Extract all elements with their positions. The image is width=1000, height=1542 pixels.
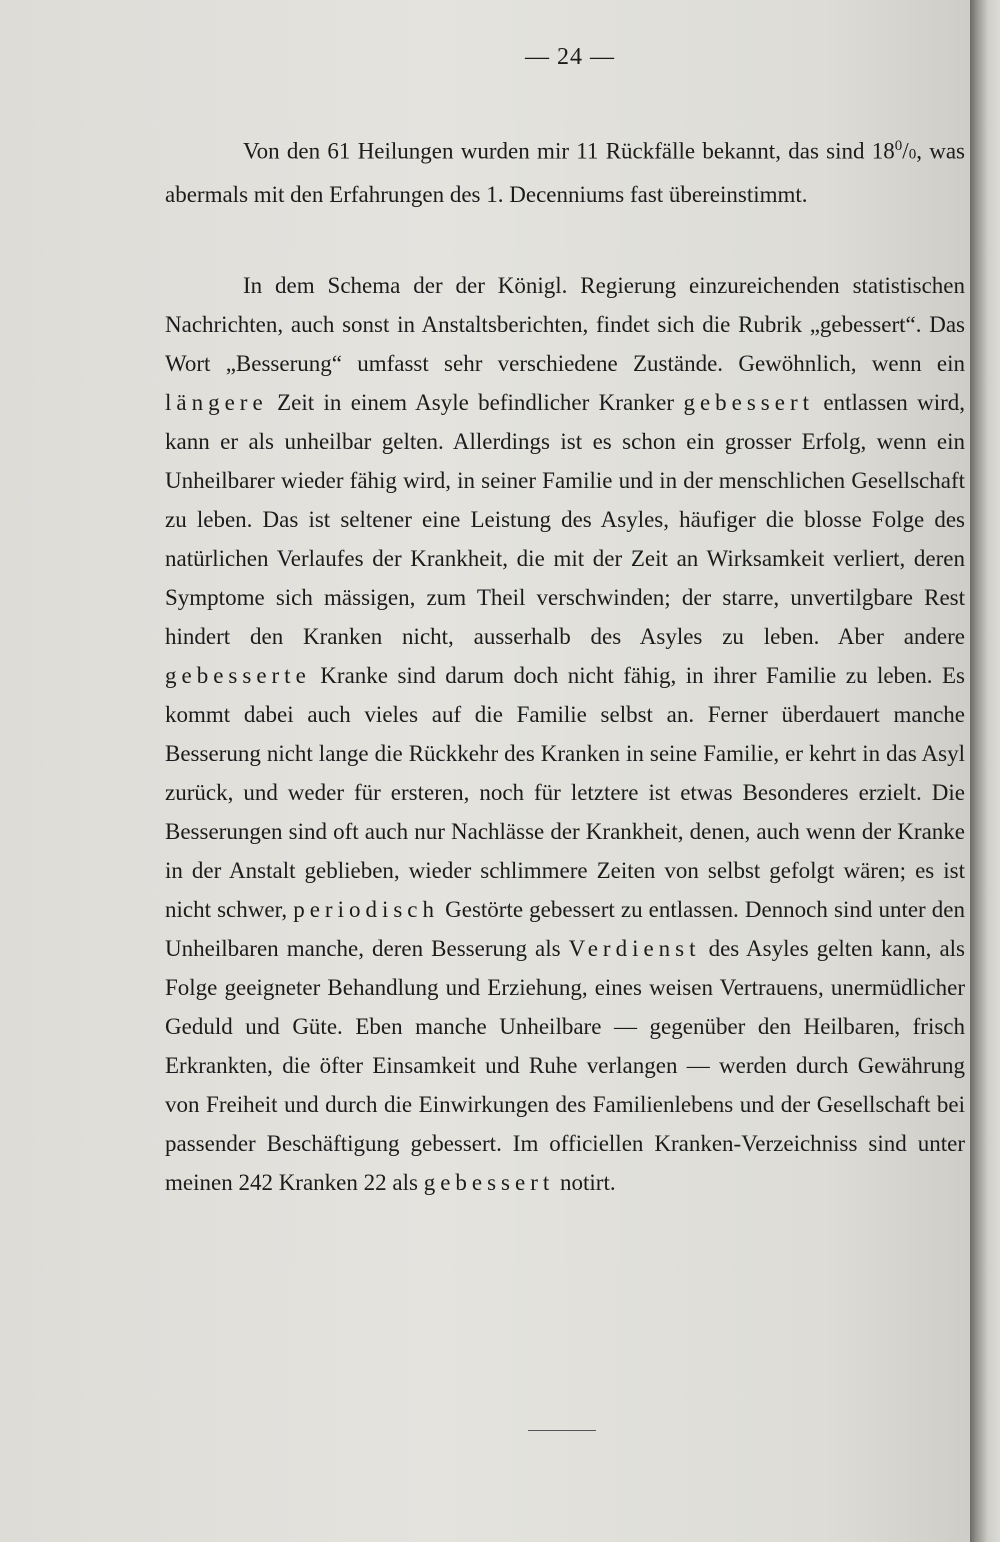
paragraph-improvement — [165, 266, 965, 1202]
emphasized-word: gebesserte — [165, 663, 311, 688]
book-gutter-shadow — [970, 0, 1000, 1542]
emphasized-word: gebessert — [423, 1170, 555, 1195]
paragraph-text: Von den 61 Heilungen wurden mir 11 Rückfälle bekannt, das sind 18 — [243, 138, 895, 164]
emphasized-word: periodisch — [293, 897, 440, 922]
paragraph-text: , was abermals mit den Erfahrungen des 1. Decenniums fast übereinstimmt. — [165, 138, 965, 207]
emphasized-word: gebessert — [683, 390, 815, 415]
paragraph-text: notirt. — [560, 1170, 616, 1195]
paragraph-text: Kranke sind darum doch nicht fähig, in ihrer Familie zu leben. Es kommt dabei auch vieles auf die Familie selbst an. Ferner überdauert manche Besserung nicht lange die Rückkehr des Kranken in seine Familie, er kehrt in das Asyl zurück, und weder für ersteren, noch für letztere ist etwas Besonderes erzielt. Die Besserungen sind oft auch nur Nachlässe der Krankheit, denen, auch wenn der Kranke in der Anstalt geblieben, wieder schlimmere Zeiten von selbst gefolgt wären; es ist nicht schwer, — [165, 663, 965, 922]
paragraph-text: entlassen wird, kann er als unheilbar gelten. Allerdings ist es schon ein grosser Erfolg, wenn ein Unheilbarer wieder fähig wird, in seiner Familie und in der menschlichen Gesellschaft zu leben. Das ist seltener eine Leistung des Asyles, häufiger die blosse Folge des natürlichen Verlaufes der Krankheit, die mit der Zeit an Wirksamkeit verliert, deren Symptome sich mässigen, zum Theil verschwinden; der starre, unvertilgbare Rest hindert den Kranken nicht, ausserhalb des Asyles zu leben. Aber andere — [165, 390, 966, 649]
percent-sup: 0 — [894, 138, 903, 154]
paragraph-text: In dem Schema der der Königl. Regierung einzureichenden statistischen Nachrichten, auch sonst in Anstaltsberichten, findet sich die Rubrik „gebessert“. Das Wort „Besserung“ umfasst sehr verschiedene Zustände. Gewöhnlich, wenn ein — [165, 273, 965, 376]
paragraph-text: Zeit in einem Asyle befindlicher Kranker — [277, 390, 675, 415]
emphasized-word: Verdienst — [568, 936, 701, 961]
percent-slash: / — [902, 138, 909, 164]
page-number: — 24 — — [525, 44, 615, 70]
percent-sub: 0 — [908, 146, 917, 163]
paragraph-relapses — [165, 127, 965, 214]
emphasized-word: längere — [165, 390, 268, 415]
paragraph-text: des Asyles gelten kann, als Folge geeigneter Behandlung und Erziehung, eines weisen Vertrauens, unermüdlicher Geduld und Güte. Eben manche Unheilbare — gegenüber den Heilbaren, frisch Erkrankten, die öfter Einsamkeit und Ruhe verlangen — werden durch Gewährung von Freiheit und durch die Einwirkungen des Familienlebens und der Gesellschaft bei passender Beschäftigung gebessert. Im officiellen Kranken-Verzeichniss sind unter meinen 242 Kranken 22 als — [165, 936, 966, 1195]
end-rule — [528, 1430, 596, 1431]
paragraph-text: Gestörte gebessert zu entlassen. Dennoch sind unter den Unheilbaren manche, deren Besserung als — [165, 897, 966, 961]
